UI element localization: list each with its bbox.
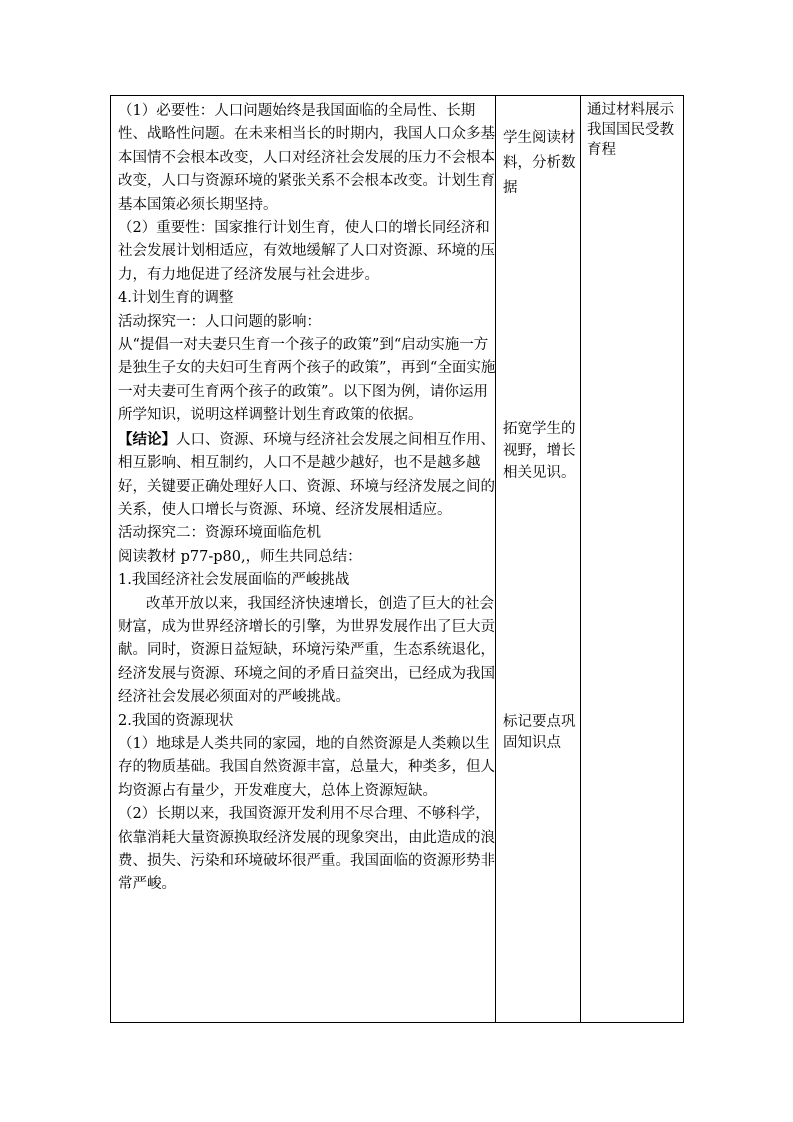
conclusion-paragraph — [118, 428, 498, 523]
conclusion-label: 【结论】 — [118, 430, 176, 448]
activity-one-title: 活动探究一：人口问题的影响： — [118, 313, 321, 330]
activity-one-text: 从“提倡一对夫妻只生育一个孩子的政策”到“启动实施一方是独生子女的夫妇可生育两个孩子的政策”，再到“全面实施一对夫妻可生育两个孩子的政策”。以下图为例，请你运用所学知识，说明这样调整计划生育政策的依据。 — [118, 337, 496, 424]
paragraph-resources-1: （1）地球是人类共同的家园，地的自然资源是人类赖以生存的物质基础。我国自然资源丰富，总量大，种类多，但人均资源占有量少，开发难度大，总体上资源短缺。 — [118, 735, 495, 799]
activity-two-title: 活动探究二：资源环境面临危机 — [118, 525, 321, 542]
student-activity-note: 拓宽学生的视野，增长相关见识。 — [503, 421, 576, 481]
lesson-table — [110, 95, 684, 1023]
student-activity-note: 学生阅读材料，分析数据 — [503, 130, 576, 196]
paragraph-challenges: 改革开放以来，我国经济快速增长，创造了巨大的社会财富，成为世界经济增长的引擎，为世界发展作出了巨大贡献。同时，资源日益短缺，环境污染严重，生态系统退化，经济发展与资源、环境之间的矛盾日益突出，已经成为我国经济社会发展必须面对的严峻挑战。 — [118, 595, 495, 706]
teaching-content-cell — [118, 100, 498, 897]
column-divider — [580, 96, 581, 1022]
heading-adjustment: 4.计划生育的调整 — [118, 290, 234, 307]
design-intent-note: 通过材料展示我国国民受教育程 — [587, 102, 674, 158]
student-activity-note: 标记要点巩固知识点 — [503, 714, 576, 751]
heading-resources: 2.我国的资源现状 — [118, 712, 234, 729]
paragraph-necessity: （1）必要性：人口问题始终是我国面临的全局性、长期性、战略性问题。在未来相当长的时期内，我国人口众多基本国情不会根本改变，人口对经济社会发展的压力不会根本改变，人口与资源环境的紧张关系不会根本改变。计划生育基本国策必须长期坚持。 — [118, 103, 495, 213]
conclusion-text: 人口、资源、环境与经济社会发展之间相互作用、相互影响、相互制约，人口不是越少越好，也不是越多越好，关键要正确处理好人口、资源、环境与经济发展之间的关系，使人口增长与资源、环境、经济发展相适应。 — [118, 431, 495, 518]
heading-challenges: 1.我国经济社会发展面临的严峻挑战 — [118, 572, 350, 589]
paragraph-importance: （2）重要性：国家推行计划生育，使人口的增长同经济和社会发展计划相适应，有效地缓解了人口对资源、环境的压力，有力地促进了经济发展与社会进步。 — [118, 220, 495, 283]
paragraph-resources-2: （2）长期以来，我国资源开发利用不尽合理、不够科学，依靠消耗大量资源换取经济发展的现象突出，由此造成的浪费、损失、污染和环境破坏很严重。我国面临的资源形势非常严峻。 — [118, 806, 495, 893]
reading-instruction: 阅读教材 p77-p80,，师生共同总结： — [118, 548, 362, 565]
